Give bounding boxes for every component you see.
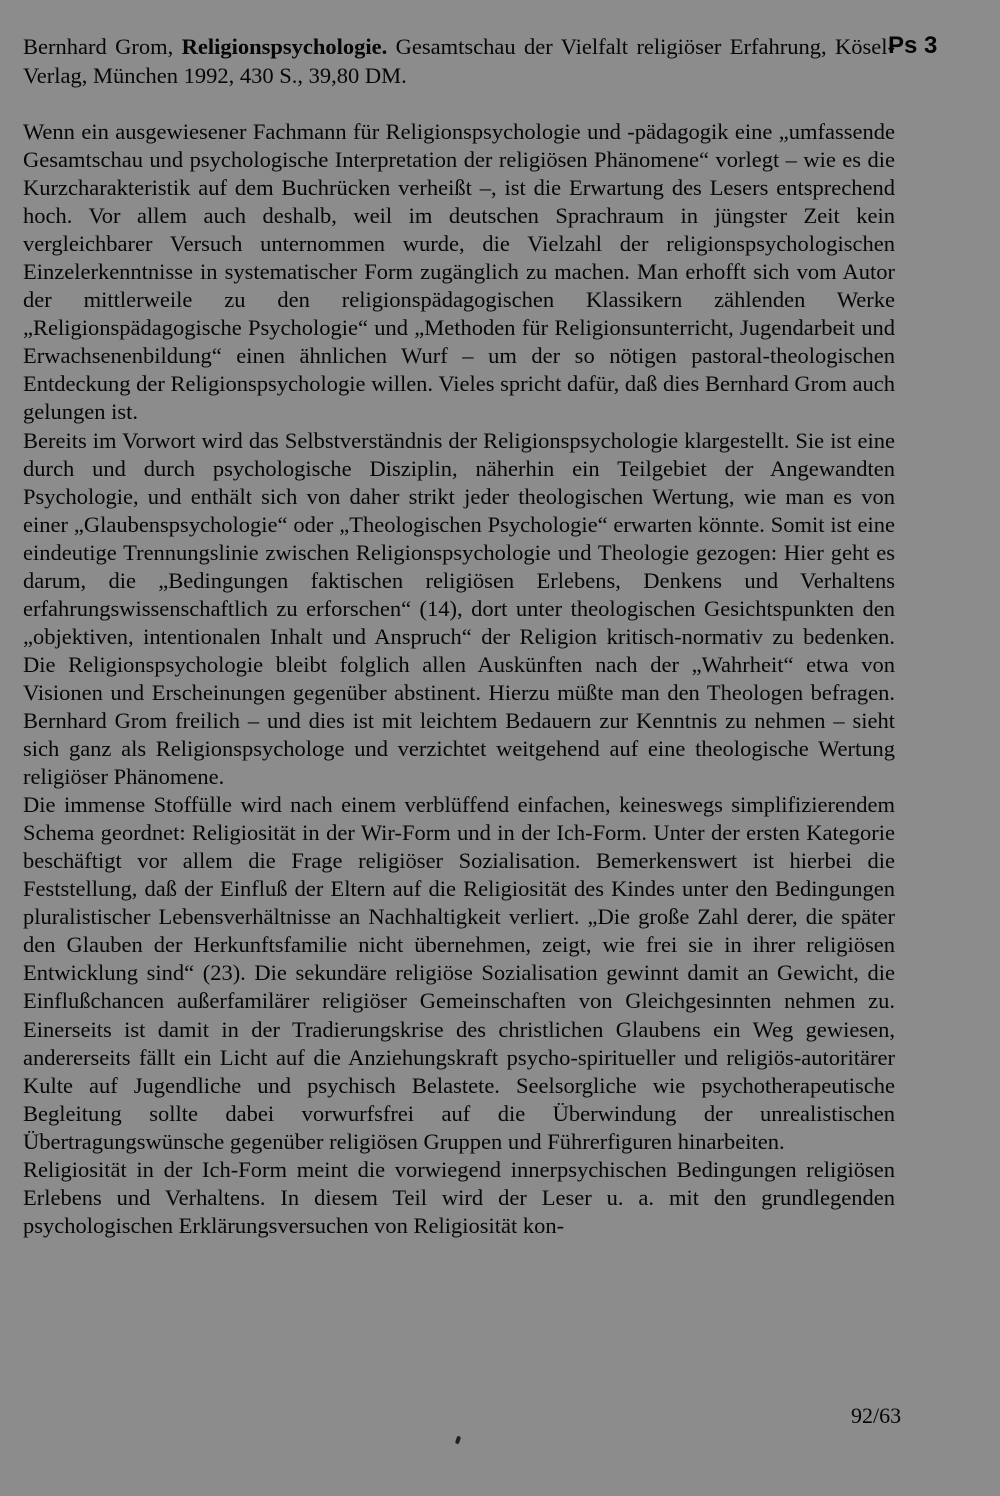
paragraph: Wenn ein ausgewiesener Fachmann für Religionspsychologie und -pädagogik eine „umfassende Gesamtschau und psychologische Interpretation der religiösen Phänomene“ vorlegt – wie es die Kurzcharakteristik auf dem Buchrücken verheißt –, ist die Erwartung des Lesers entsprechend hoch. Vor allem auch deshalb, weil im deutschen Sprachraum in jüngster Zeit kein vergleichbarer Versuch unternommen wurde, die Vielzahl der religionspsychologischen Einzelerkenntnisse in systematischer Form zugänglich zu machen. Man erhofft sich vom Autor der mittlerweile zu den religionspädagogischen Klassikern zählenden Werke „Religionspädagogische Psychologie“ und „Methoden für Religionsunterricht, Jugendarbeit und Erwachsenenbildung“ einen ähnlichen Wurf – um der so nötigen pastoral-theologischen Entdeckung der Religionspsychologie willen. Vieles spricht dafür, daß dies Bernhard Grom auch gelungen ist. — [23, 119, 895, 425]
document-page — [23, 0, 902, 1496]
paragraph: Religiosität in der Ich-Form meint die vorwiegend innerpsychischen Bedingungen religiösen Erlebens und Verhaltens. In diesem Teil wird der Leser u. a. mit den grundlegenden psychologischen Erklärungsversuchen von Religiosität kon- — [23, 1156, 895, 1238]
book-title: Religionspsychologie. — [181, 34, 388, 59]
paragraph: Die immense Stoffülle wird nach einem verblüffend einfachen, keineswegs simplifizierendem Schema geordnet: Religiosität in der Wir-Form und in der Ich-Form. Unter der ersten Kategorie beschäftigt vor allem die Frage religiöser Sozialisation. Bemerkenswert ist hierbei die Feststellung, daß der Einfluß der Eltern auf die Religiosität des Kindes unter den Bedingungen pluralistischer Lebensverhältnisse an Nachhaltigkeit verliert. „Die große Zahl derer, die später den Glauben der Herkunftsfamilie nicht übernehmen, zeigt, wie frei sie in ihrer religiösen Entwicklung sind“ (23). Die sekundäre religiöse Sozialisation gewinnt damit an Gewicht, die Einflußchancen außerfamilärer religiöser Gemeinschaften von Gleichgesinnten nehmen zu. Einerseits ist damit in der Tradierungskrise des christlichen Glaubens ein Weg gewiesen, andererseits fällt ein Licht auf die Anziehungskraft psycho-spiritueller und religiös-autoritärer Kulte auf Jugendliche und psychisch Belastete. Seelsorgliche wie psychotherapeutische Begleitung sollte dabei vorwurfsfrei auf die Überwindung der unrealistischen Übertragungswünsche gegenüber religiösen Gruppen und Führerfiguren hinarbeiten. — [23, 792, 895, 1154]
bibliographic-header — [23, 32, 895, 90]
page-number: 92/63 — [851, 1403, 902, 1428]
classification-code: Ps 3 — [888, 32, 938, 59]
book-publication-details: Gesamtschau der Vielfalt religiöser Erfahrung, Kösel-Verlag, München 1992, 430 S., 39,80 DM. — [23, 34, 895, 88]
paragraph: Bereits im Vorwort wird das Selbstverständnis der Religionspsychologie klargestellt. Sie ist eine durch und durch psychologische Disziplin, näherhin ein Teilgebiet der Angewandten Psychologie, und enthält sich von daher strikt jeder theologischen Wertung, wie man es von einer „Glaubenspsychologie“ oder „Theologischen Psychologie“ erwarten könnte. Somit ist eine eindeutige Trennungslinie zwischen Religionspsychologie und Theologie gezogen: Hier geht es darum, die „Bedingungen faktischen religiösen Erlebens, Denkens und Verhaltens erfahrungswissenschaftlich zu erforschen“ (14), dort unter theologischen Gesichtspunkten den „objektiven, intentionalen Inhalt und Anspruch“ der Religion kritisch-normativ zu bedenken. Die Religionspsychologie bleibt folglich allen Auskünften nach der „Wahrheit“ etwa von Visionen und Erscheinungen gegenüber abstinent. Hierzu müßte man den Theologen befragen. Bernhard Grom freilich – und dies ist mit leichtem Bedauern zur Kenntnis zu nehmen – sieht sich ganz als Religionspsychologe und verzichtet weitgehend auf eine theologische Wertung religiöser Phänomene. — [23, 427, 895, 790]
book-author: Bernhard Grom, — [23, 34, 182, 59]
review-body — [23, 118, 895, 1240]
